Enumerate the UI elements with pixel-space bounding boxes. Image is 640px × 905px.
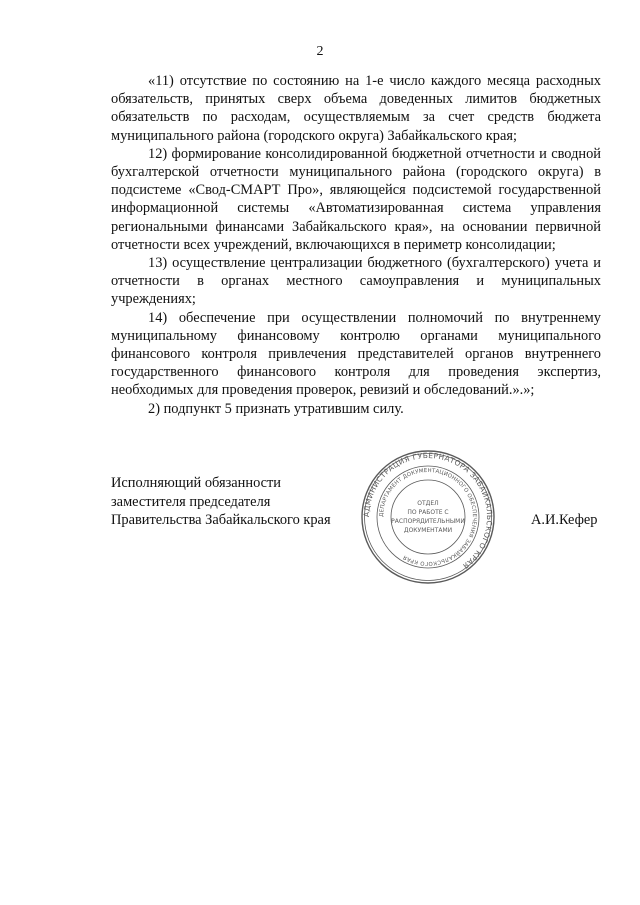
paragraph-item-12: 12) формирование консолидированной бюджетной отчетности и сводной бухгалтерской отчетности муниципального района (городского округа) в подсистеме «Свод-СМАРТ Про», являющейся подсистемой государственной информационной системы «Автоматизированная система управления региональными финансами Забайкальского края», на основании первичной отчетности всех учреждений, включающихся в периметр консолидации;	[111, 145, 601, 253]
signatory-position-line: Правительства Забайкальского края	[111, 512, 331, 529]
official-seal	[360, 449, 496, 585]
seal-center-line: ОТДЕЛ	[417, 500, 439, 507]
signatory-name: А.И.Кефер	[531, 512, 598, 528]
paragraph-item-13: 13) осуществление централизации бюджетного (бухгалтерского) учета и отчетности в органах местного самоуправления и муниципальных учреждениях;	[111, 255, 601, 308]
seal-center-line: ПО РАБОТЕ С	[407, 509, 449, 516]
seal-center-line: ДОКУМЕНТАМИ	[403, 527, 453, 534]
paragraph-subpoint-2: 2) подпункт 5 признать утратившим силу.	[148, 400, 404, 417]
signatory-position-line: Исполняющий обязанности	[111, 475, 282, 491]
signatory-position	[111, 474, 331, 530]
seal-outer-text: АДМИНИСТРАЦИЯ ГУБЕРНАТОРА ЗАБАЙКАЛЬСКОГО КРАЯ	[361, 450, 495, 571]
document-body	[111, 72, 601, 418]
paragraph-item-11: «11) отсутствие по состоянию на 1-е число каждого месяца расходных обязательств, принятых сверх объема доведенных лимитов бюджетных обязательств по расходам, осуществляемым за счет средств бюджета муниципального района (городского округа) Забайкальского края;	[111, 73, 601, 144]
seal-inner-text: ДЕПАРТАМЕНТ ДОКУМЕНТАЦИОННОГО ОБЕСПЕЧЕНИЯ ЗАБАЙКАЛЬСКОГО КРАЯ	[378, 467, 478, 567]
paragraph-item-14: 14) обеспечение при осуществлении полномочий по внутреннему муниципальному финансовому контролю органами муниципального финансового контроля привлечения представителей органов внутреннего государственного финансового контроля для проведения экспертиз, необходимых для проведения проверок, ревизий и обследований.».»;	[111, 309, 601, 399]
seal-center-line: РАСПОРЯДИТЕЛЬНЫМИ	[391, 518, 465, 525]
page-number: 2	[316, 44, 324, 59]
svg-text:ДЕПАРТАМЕНТ ДОКУМЕНТАЦИОННОГО	[379, 468, 477, 566]
signatory-position-line: заместителя председателя	[111, 493, 271, 510]
